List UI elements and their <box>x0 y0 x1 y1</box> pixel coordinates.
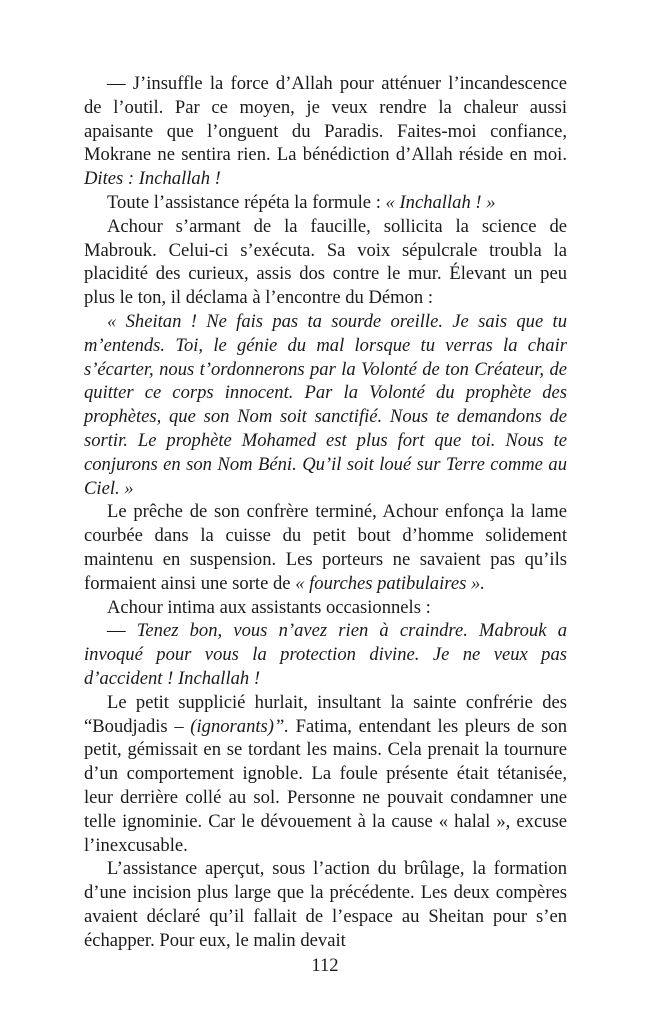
text-run: L’assistance aperçut, sous l’action du brûlage, la formation d’une incision plus large que la précédente. Les deux compères avaient déclaré qu’il fallait de l’espace au Sheitan pour s’en échapper. Pour eux, le malin devait <box>84 858 567 951</box>
text-run: Toute l’assistance répéta la formule : <box>107 191 386 213</box>
text-run: Achour intima aux assistants occasionnels : <box>107 596 431 618</box>
paragraph <box>84 691 567 858</box>
text-run-italic: « Inchallah ! » <box>385 191 496 213</box>
text-run: Le prêche de son confrère terminé, Achour enfonça la lame courbée dans la cuisse du petit bout d’homme solidement maintenu en suspension. Les porteurs ne savaient pas qu’ils formaient ainsi une sorte de <box>84 501 567 594</box>
paragraph <box>84 191 567 215</box>
text-run: — J’insuffle la force d’Allah pour atténuer l’incandescence de l’outil. Par ce moyen, je veux rendre la chaleur aussi apaisante que l’onguent du Paradis. Faites-moi confiance, Mokrane ne sentira rien. La bénédiction d’Allah réside en moi. <box>84 73 567 166</box>
paragraph <box>84 619 567 690</box>
text-run-italic: « fourches patibulaires ». <box>295 572 485 594</box>
paragraph <box>84 310 567 500</box>
text-run: Le petit supplicié hurlait, insultant la sainte confrérie des “Boudjadis – <box>84 691 567 737</box>
paragraph <box>84 500 567 595</box>
paragraph <box>84 72 567 191</box>
text-run-italic: Tenez bon, vous n’avez rien à craindre. Mabrouk a invoqué pour vous la protection divine. Je ne veux pas d’accident ! Inchallah ! <box>84 620 567 689</box>
page-number: 112 <box>311 955 339 976</box>
paragraph <box>84 596 567 620</box>
paragraph <box>84 857 567 952</box>
text-run: Achour s’armant de la faucille, sollicita la science de Mabrouk. Celui-ci s’exécuta. Sa voix sépulcrale troubla la placidité des curieux, assis dos contre le mur. Élevant un peu plus le ton, il déclama à l’encontre du Démon : <box>84 215 567 309</box>
page-body <box>84 72 567 952</box>
text-run: — <box>107 620 137 642</box>
text-run-italic: (ignorants)”. <box>190 715 289 737</box>
text-run-italic: « Sheitan ! Ne fais pas ta sourde oreille. Je sais que tu m’entends. Toi, le génie du mal lorsque tu verras la chair s’écarter, nous t’ordonnerons par la Volonté de ton Créateur, de quitter ce corps innocent. Par la Volonté du prophète des prophètes, que son Nom soit sanctifié. Nous te demandons de sortir. Le prophète Mohamed est plus fort que toi. Nous te conjurons en son Nom Béni. Qu’il soit loué sur Terre comme au Ciel. » <box>84 310 567 499</box>
paragraph <box>84 215 567 310</box>
text-run: Fatima, entendant les pleurs de son petit, gémissait en se tordant les mains. Cela prenait la tournure d’un comportement ignoble. La foule présente était tétanisée, leur derrière collé au sol. Personne ne pouvait condamner une telle ignominie. Car le dévouement à la cause « halal », excuse l’inexcusable. <box>84 715 567 856</box>
text-run-italic: Dites : Inchallah ! <box>84 168 221 190</box>
